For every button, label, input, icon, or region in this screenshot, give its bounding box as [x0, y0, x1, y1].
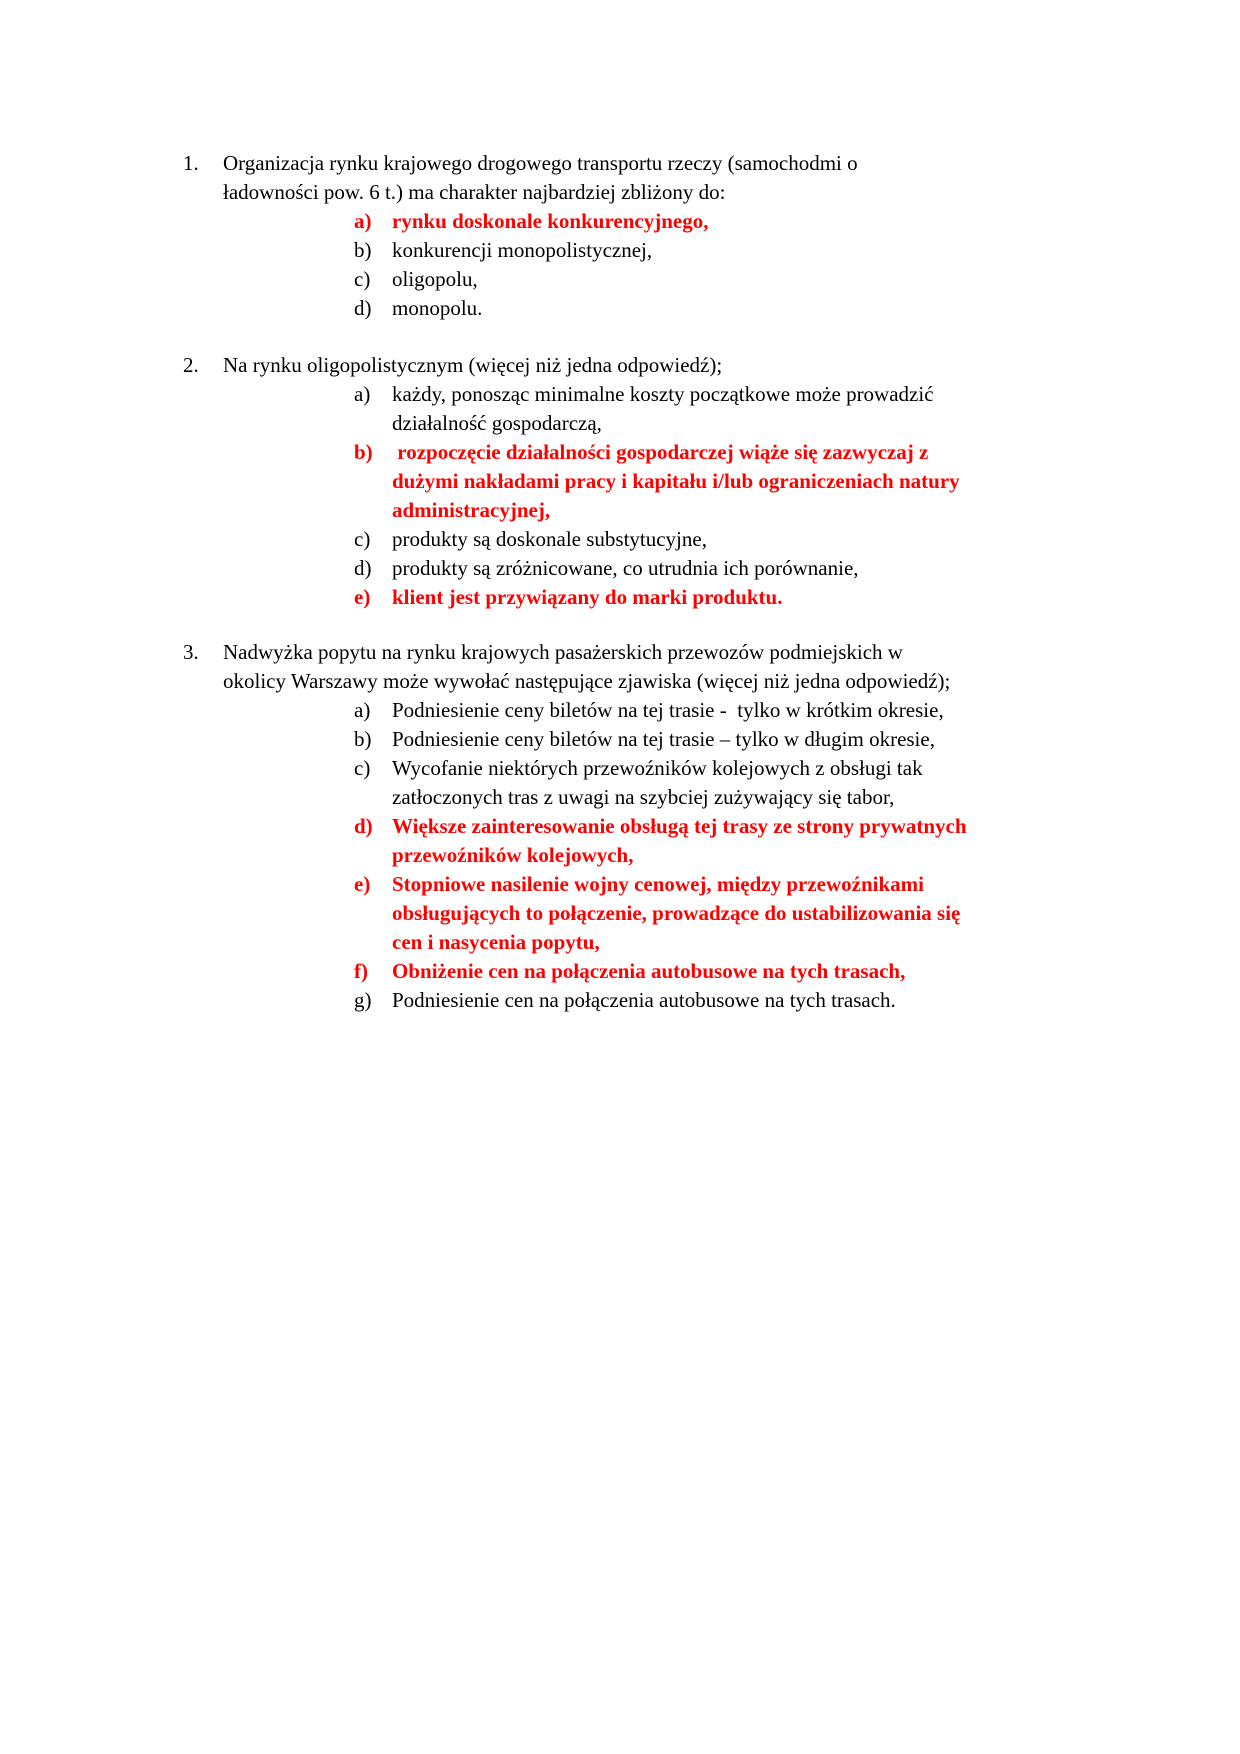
question-text: Na rynku oligopolistycznym (więcej niż jedna odpowiedź);	[223, 353, 723, 377]
answer-text: Podniesienie cen na połączenia autobusowe na tych trasach.	[392, 988, 896, 1012]
answer-correct	[354, 957, 1103, 986]
question-text: Nadwyżka popytu na rynku krajowych pasażerskich przewozów podmiejskich w	[223, 640, 903, 664]
question-text-line	[183, 667, 1103, 696]
answer-text: każdy, ponosząc minimalne koszty początkowe może prowadzić	[392, 382, 934, 406]
answer	[354, 380, 1103, 438]
answer-text: produkty są zróżnicowane, co utrudnia ich porównanie,	[392, 556, 859, 580]
question-1	[183, 149, 1103, 323]
answer-letter: c)	[354, 756, 371, 780]
answer-letter: d)	[354, 296, 372, 320]
answer-text: monopolu.	[392, 296, 483, 320]
answer-letter: d)	[354, 814, 373, 838]
answer-correct	[354, 812, 1103, 870]
answer-text: dużymi nakładami pracy i kapitału i/lub ograniczeniach natury	[392, 469, 960, 493]
answer-text: rynku doskonale konkurencyjnego,	[392, 209, 709, 233]
answer-letter: a)	[354, 209, 372, 233]
answer-text: konkurencji monopolistycznej,	[392, 238, 653, 262]
answer	[354, 294, 1103, 323]
answer-text: działalność gospodarczą,	[392, 411, 602, 435]
answer-correct	[354, 870, 1103, 957]
answer-letter: d)	[354, 556, 372, 580]
question-text-line	[183, 351, 1103, 380]
answer-letter: b)	[354, 440, 373, 464]
answer-text: Obniżenie cen na połączenia autobusowe na tych trasach,	[392, 959, 906, 983]
answer	[354, 696, 1103, 725]
answer-letter: f)	[354, 959, 368, 983]
answer-list	[354, 696, 1103, 1015]
answer	[354, 754, 1103, 812]
answer-list	[354, 380, 1103, 612]
answer-letter: b)	[354, 238, 372, 262]
answer-text: produkty są doskonale substytucyjne,	[392, 527, 707, 551]
answer-text: obsługujących to połączenie, prowadzące do ustabilizowania się	[392, 901, 961, 925]
answer-letter: b)	[354, 727, 372, 751]
answer-text: administracyjnej,	[392, 498, 551, 522]
answer-text: Większe zainteresowanie obsługą tej trasy ze strony prywatnych	[392, 814, 967, 838]
answer-text: klient jest przywiązany do marki produktu.	[392, 585, 783, 609]
question-text: okolicy Warszawy może wywołać następujące zjawiska (więcej niż jedna odpowiedź);	[223, 669, 951, 693]
answer	[354, 986, 1103, 1015]
question-number: 3.	[183, 640, 199, 664]
question-text: ładowności pow. 6 t.) ma charakter najbardziej zbliżony do:	[223, 180, 726, 204]
answer	[354, 554, 1103, 583]
answer-text: rozpoczęcie działalności gospodarczej wiąże się zazwyczaj z	[392, 440, 929, 464]
answer-text: zatłoczonych tras z uwagi na szybciej zużywający się tabor,	[392, 785, 895, 809]
question-text-line	[183, 638, 1103, 667]
question-text-line	[183, 149, 1103, 178]
answer-letter: c)	[354, 527, 371, 551]
answer-text: Stopniowe nasilenie wojny cenowej, między przewoźnikami	[392, 872, 924, 896]
answer-letter: g)	[354, 988, 372, 1012]
answer-text: Wycofanie niektórych przewoźników kolejowych z obsługi tak	[392, 756, 923, 780]
answer-letter: e)	[354, 585, 371, 609]
answer-correct	[354, 207, 1103, 236]
answer-correct	[354, 583, 1103, 612]
answer-correct	[354, 438, 1103, 525]
answer	[354, 525, 1103, 554]
answer-letter: c)	[354, 267, 371, 291]
answer-text: cen i nasycenia popytu,	[392, 930, 600, 954]
answer-letter: a)	[354, 698, 371, 722]
answer-text: przewoźników kolejowych,	[392, 843, 634, 867]
answer-text: Podniesienie ceny biletów na tej trasie – tylko w długim okresie,	[392, 727, 935, 751]
answer	[354, 236, 1103, 265]
question-text-line	[183, 178, 1103, 207]
question-text: Organizacja rynku krajowego drogowego transportu rzeczy (samochodmi o	[223, 151, 858, 175]
question-3	[183, 638, 1103, 1015]
question-2	[183, 351, 1103, 612]
answer-text: oligopolu,	[392, 267, 478, 291]
answer	[354, 265, 1103, 294]
answer-letter: a)	[354, 382, 371, 406]
answer	[354, 725, 1103, 754]
answer-text: Podniesienie ceny biletów na tej trasie - tylko w krótkim okresie,	[392, 698, 944, 722]
question-number: 1.	[183, 151, 199, 175]
answer-letter: e)	[354, 872, 371, 896]
question-number: 2.	[183, 353, 199, 377]
answer-list	[354, 207, 1103, 323]
